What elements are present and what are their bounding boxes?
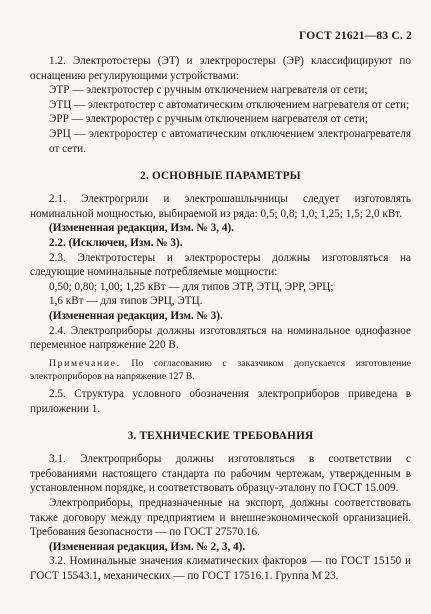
document-body [30, 54, 411, 584]
clause-2-3-list-a: 0,50; 0,80; 1,00; 1,25 кВт — для типов ЭТР, ЭТЦ, ЭРР, ЭРЦ; [49, 280, 334, 293]
type-erc: ЭРЦ — электроростер с автоматическим отключением электронагревателя от сети. [49, 127, 411, 155]
amendment-note: (Измененная редакция, Изм. № 3). [49, 309, 223, 322]
clause-1-2: 1.2. Электротостеры (ЭТ) и электроростеры (ЭР) классифицируют по оснащению регулирующими устройствами: [30, 55, 411, 82]
clause-2-5: 2.5. Структура условного обозначения электроприборов приведена в приложении 1. [30, 388, 411, 415]
clause-2-3: 2.3. Электротостеры и электроростеры должны изготовляться на следующие номинальные потребляемые мощности: [30, 251, 411, 279]
note-label: Примечание. [49, 357, 121, 369]
clause-2-1: 2.1. Электрогрили и электрошашлычницы следует изготовлять номинальной мощностью, выбираемой из ряда: 0,5; 0,8; 1,0; 1,25; 1,5; 2,0 кВт. [30, 193, 411, 220]
clause-2-4: 2.4. Электроприборы должны изготовляться на номинальное однофазное переменное напряжение 220 В. [30, 324, 411, 352]
clause-3-1: 3.1. Электроприборы должны изготовляться в соответствии с требованиями настоящего стандарта по рабочим чертежам, утвержденным в установленном порядке, и соответствовать образцу-эталону по ГОСТ 15.009. [30, 453, 411, 495]
note [30, 357, 411, 383]
clause-2-2 [30, 236, 411, 251]
clause-2-3-list-b: 1,6 кВт — для типов ЭРЦ, ЭТЦ. [49, 295, 203, 308]
amendment-note: (Измененная редакция, Изм. № 3, 4). [49, 222, 234, 235]
clause-2-2-text: 2.2. (Исключен, Изм. № 3). [49, 236, 183, 249]
type-err: ЭРР — электроростер с ручным отключением нагревателя от сети; [49, 113, 368, 126]
type-etc: ЭТЦ — электротостер с автоматическим отключением нагревателя от сети; [49, 98, 410, 111]
page-header: ГОСТ 21621—83 С. 2 [299, 30, 412, 42]
clause-3-1-export: Электроприборы, предназначенные на экспорт, должны соответствовать также договору между предприятием и внешнеэкономической организацией. Требования безопасности — по ГОСТ 27570.16. [30, 497, 411, 539]
amendment-note: (Измененная редакция, Изм. № 2, 3, 4). [49, 540, 246, 553]
section-2-title: 2. ОСНОВНЫЕ ПАРАМЕТРЫ [140, 170, 301, 183]
type-etr: ЭТР — электротостер с ручным отключением нагревателя от сети; [49, 84, 368, 97]
section-3-title: 3. ТЕХНИЧЕСКИЕ ТРЕБОВАНИЯ [127, 430, 314, 443]
clause-3-2: 3.2. Номинальные значения климатических факторов — по ГОСТ 15150 и ГОСТ 15543.1, механических — по ГОСТ 17516.1. Группа М 23. [30, 555, 411, 583]
note-text: По согласованию с заказчиком допускается изготовление электроприборов на напряжение 127 В. [30, 357, 412, 382]
